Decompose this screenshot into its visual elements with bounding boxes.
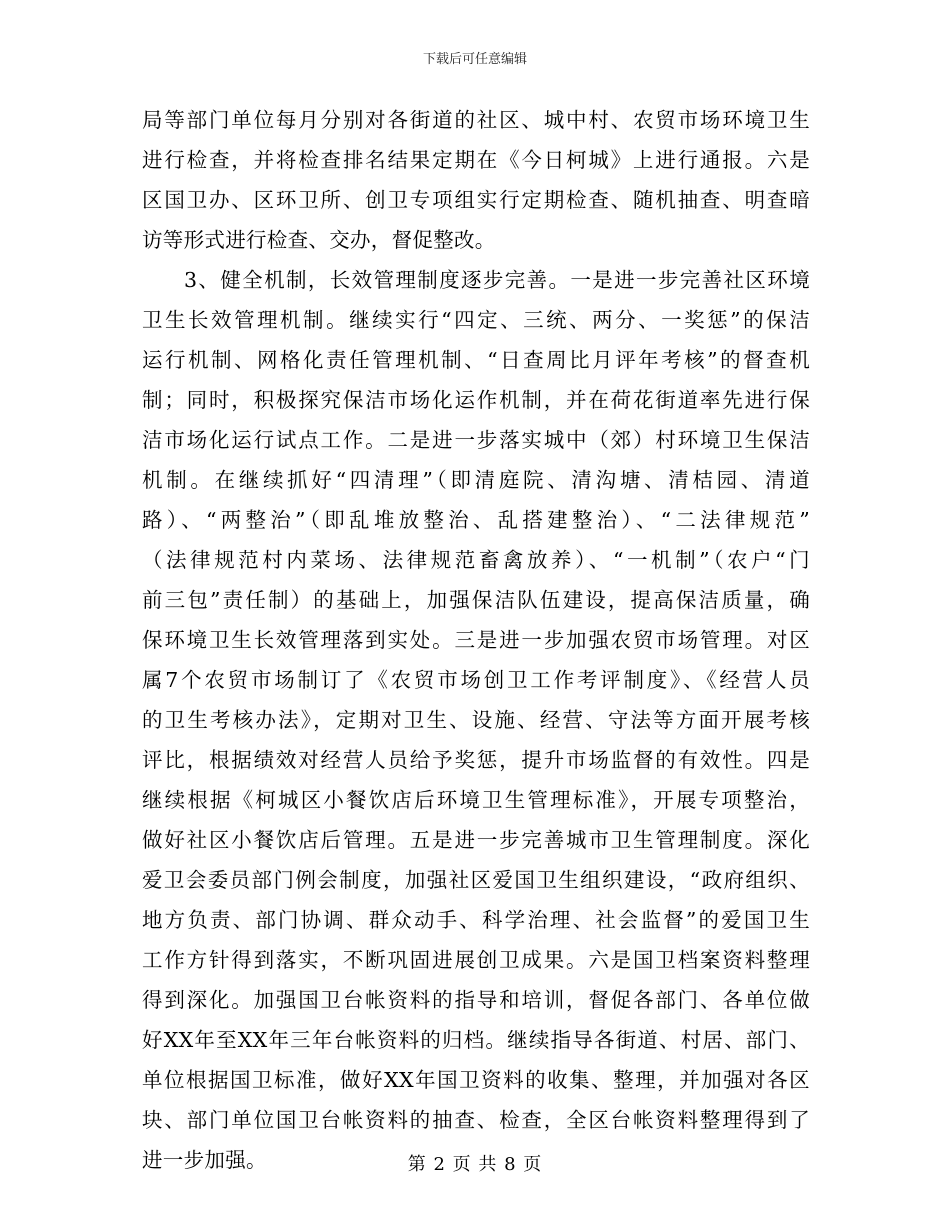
text-line: 爱卫会委员部门例会制度，加强社区爱国卫生组织建设，“政府组织、	[142, 868, 810, 892]
text-line: 单位根据国卫标准，做好XX年国卫资料的收集、整理，并加强对各区	[142, 1068, 810, 1092]
text-line: 机制。在继续抓好“四清理”（即清庭院、清沟塘、清桔园、清道	[142, 468, 810, 492]
text-line: 属7个农贸市场制订了《农贸市场创卫工作考评制度》、《经营人员	[142, 668, 810, 692]
text-line: 卫生长效管理机制。继续实行“四定、三统、两分、一奖惩”的保洁	[142, 308, 810, 332]
text-line: （法律规范村内菜场、法律规范畜禽放养）、“一机制”（农户“门	[142, 548, 810, 572]
text-line: 运行机制、网格化责任管理机制、“日查周比月评年考核”的督查机	[142, 348, 810, 372]
document-body	[142, 100, 810, 1180]
text-line: 块、部门单位国卫台帐资料的抽查、检查，全区台帐资料整理得到了	[142, 1108, 810, 1132]
text-line: 评比，根据绩效对经营人员给予奖惩，提升市场监督的有效性。四是	[142, 748, 810, 772]
text-line: 路）、“两整治”（即乱堆放整治、乱搭建整治）、“二法律规范”	[142, 508, 810, 532]
text-line: 工作方针得到落实，不断巩固进展创卫成果。六是国卫档案资料整理	[142, 948, 810, 972]
text-line: 保环境卫生长效管理落到实处。三是进一步加强农贸市场管理。对区	[142, 628, 810, 652]
text-line: 前三包”责任制）的基础上，加强保洁队伍建设，提高保洁质量，确	[142, 588, 810, 612]
paragraph-start-line: 3、健全机制，长效管理制度逐步完善。一是进一步完善社区环境	[184, 268, 810, 292]
text-line: 地方负责、部门协调、群众动手、科学治理、社会监督”的爱国卫生	[142, 908, 810, 932]
text-line: 做好社区小餐饮店后管理。五是进一步完善城市卫生管理制度。深化	[142, 828, 810, 852]
text-line: 进行检查，并将检查排名结果定期在《今日柯城》上进行通报。六是	[142, 148, 810, 172]
text-line: 局等部门单位每月分别对各街道的社区、城中村、农贸市场环境卫生	[142, 108, 810, 132]
page-header-note: 下载后可任意编辑	[422, 52, 527, 67]
text-line: 制；同时，积极探究保洁市场化运作机制，并在荷花街道率先进行保	[142, 388, 810, 412]
text-line: 进一步加强。	[142, 1148, 267, 1172]
text-line: 的卫生考核办法》，定期对卫生、设施、经营、守法等方面开展考核	[142, 708, 810, 732]
text-line: 区国卫办、区环卫所、创卫专项组实行定期检查、随机抽查、明查暗	[142, 188, 810, 212]
text-line: 继续根据《柯城区小餐饮店后环境卫生管理标准》，开展专项整治，	[142, 788, 810, 812]
page-number: 第 2 页 共 8 页	[407, 1154, 543, 1175]
text-line: 访等形式进行检查、交办，督促整改。	[142, 228, 496, 252]
text-line: 得到深化。加强国卫台帐资料的指导和培训，督促各部门、各单位做	[142, 988, 810, 1012]
text-line: 洁市场化运行试点工作。二是进一步落实城中（郊）村环境卫生保洁	[142, 428, 810, 452]
text-line: 好XX年至XX年三年台帐资料的归档。继续指导各街道、村居、部门、	[142, 1028, 810, 1052]
